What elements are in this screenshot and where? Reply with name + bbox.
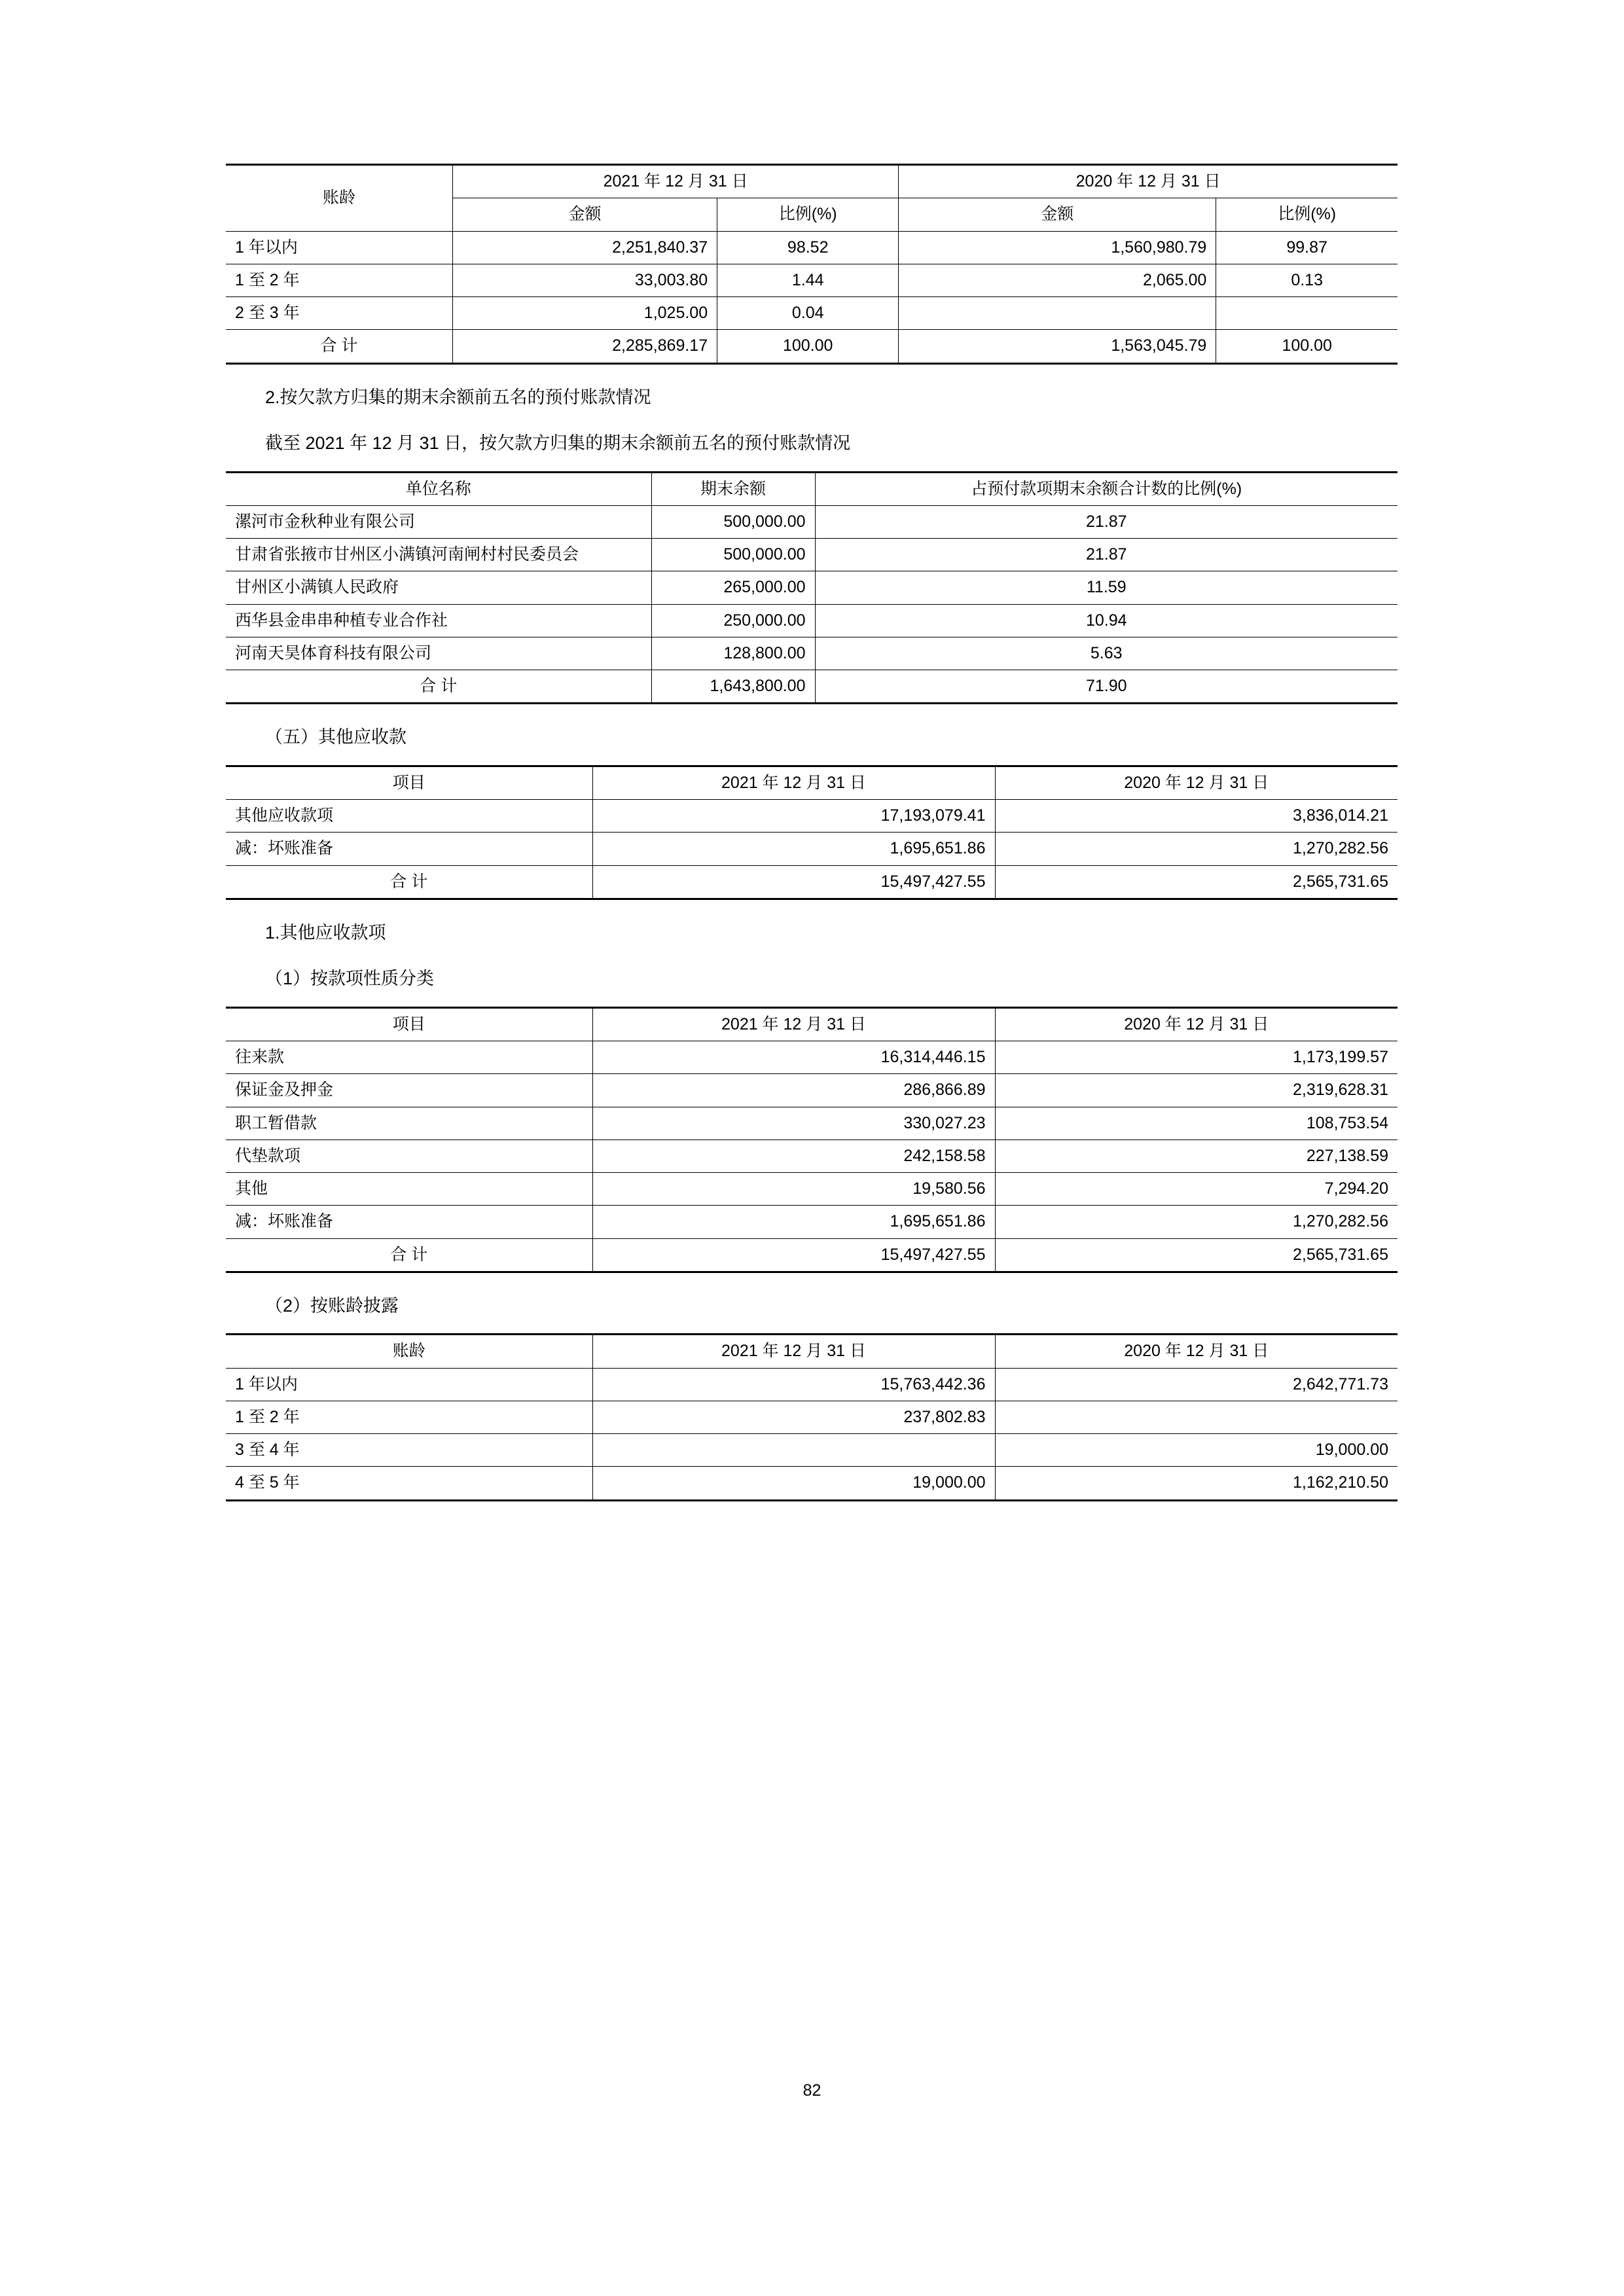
cell-balance: 500,000.00 (651, 539, 815, 571)
cell-value-2020: 1,270,282.56 (995, 1206, 1398, 1238)
table-row (226, 1434, 1398, 1467)
table-total-row (226, 1238, 1398, 1272)
header-ending-balance: 期末余额 (651, 472, 815, 505)
table-top5-prepayment (226, 471, 1398, 705)
total-value-2021: 15,497,427.55 (592, 1238, 995, 1272)
cell-value-2020: 2,319,628.31 (995, 1074, 1398, 1107)
row-label: 2 至 3 年 (226, 297, 452, 330)
cell-ratio-2021: 0.04 (717, 297, 899, 330)
table-row (226, 800, 1398, 833)
total-amount-2021: 2,285,869.17 (452, 330, 717, 363)
cell-value-2020: 7,294.20 (995, 1173, 1398, 1206)
total-value-2021: 15,497,427.55 (592, 865, 995, 899)
cell-value-2020: 227,138.59 (995, 1139, 1398, 1172)
table-row (226, 297, 1398, 330)
cell-value-2021 (592, 1434, 995, 1467)
cell-ratio-2020: 99.87 (1216, 231, 1398, 264)
table-row (226, 1173, 1398, 1206)
heading-top5-prepayment: 2.按欠款方归集的期末余额前五名的预付账款情况 (265, 387, 651, 407)
table-row (226, 1041, 1398, 1074)
cell-ratio: 10.94 (815, 604, 1398, 637)
heading-other-receivable-items: 1.其他应收款项 (265, 922, 386, 942)
total-label: 合 计 (226, 670, 651, 704)
header-date-2021: 2021 年 12 月 31 日 (592, 766, 995, 799)
cell-unit-name: 西华县金串串种植专业合作社 (226, 604, 651, 637)
cell-amount-2021: 33,003.80 (452, 264, 717, 296)
cell-ratio: 5.63 (815, 637, 1398, 670)
cell-value-2020: 3,836,014.21 (995, 800, 1398, 833)
total-label: 合 计 (226, 330, 452, 363)
cell-unit-name: 河南天昊体育科技有限公司 (226, 637, 651, 670)
header-date-2020: 2020 年 12 月 31 日 (995, 766, 1398, 799)
header-date-2021: 2021 年 12 月 31 日 (592, 1007, 995, 1041)
table-by-nature (226, 1007, 1398, 1273)
table-row (226, 231, 1398, 264)
cell-balance: 250,000.00 (651, 604, 815, 637)
cell-value-2021: 237,802.83 (592, 1401, 995, 1433)
cell-amount-2020: 1,560,980.79 (899, 231, 1216, 264)
cell-value-2020: 1,173,199.57 (995, 1041, 1398, 1074)
table-row (226, 264, 1398, 296)
cell-balance: 500,000.00 (651, 505, 815, 538)
header-date-2021: 2021 年 12 月 31 日 (452, 165, 898, 198)
table-row (226, 1139, 1398, 1172)
table-total-row (226, 330, 1398, 363)
heading-by-aging: （2）按账龄披露 (265, 1295, 399, 1316)
header-ratio-2020: 比例(%) (1216, 198, 1398, 231)
cell-ratio: 21.87 (815, 539, 1398, 571)
cell-balance: 265,000.00 (651, 571, 815, 604)
table-row (226, 833, 1398, 865)
cell-amount-2020: 2,065.00 (899, 264, 1216, 296)
row-label: 减：坏账准备 (226, 1206, 592, 1238)
cell-ratio-2021: 1.44 (717, 264, 899, 296)
cell-value-2021: 286,866.89 (592, 1074, 995, 1107)
cell-value-2021: 19,000.00 (592, 1467, 995, 1500)
total-label: 合 计 (226, 865, 592, 899)
cell-value-2021: 330,027.23 (592, 1107, 995, 1139)
cell-ratio: 21.87 (815, 505, 1398, 538)
header-amount-2020: 金额 (899, 198, 1216, 231)
row-label: 代垫款项 (226, 1139, 592, 1172)
table-other-receivables (226, 765, 1398, 900)
cell-balance: 128,800.00 (651, 637, 815, 670)
lead-top5-prepayment: 截至 2021 年 12 月 31 日，按欠款方归集的期末余额前五名的预付账款情况 (265, 433, 851, 453)
total-ratio-2021: 100.00 (717, 330, 899, 363)
table-total-row (226, 670, 1398, 704)
cell-value-2021: 242,158.58 (592, 1139, 995, 1172)
page-number: 82 (803, 2081, 821, 2100)
table-other-receivables-aging (226, 1333, 1398, 1501)
cell-value-2020: 108,753.54 (995, 1107, 1398, 1139)
header-item: 项目 (226, 1007, 592, 1041)
cell-amount-2021: 1,025.00 (452, 297, 717, 330)
table-row (226, 1368, 1398, 1401)
header-amount-2021: 金额 (452, 198, 717, 231)
row-label: 1 至 2 年 (226, 264, 452, 296)
total-value-2020: 2,565,731.65 (995, 1238, 1398, 1272)
cell-value-2020: 19,000.00 (995, 1434, 1398, 1467)
row-label: 3 至 4 年 (226, 1434, 592, 1467)
cell-value-2021: 16,314,446.15 (592, 1041, 995, 1074)
row-label: 保证金及押金 (226, 1074, 592, 1107)
cell-value-2021: 15,763,442.36 (592, 1368, 995, 1401)
header-item: 项目 (226, 766, 592, 799)
header-ratio: 占预付款项期末余额合计数的比例(%) (815, 472, 1398, 505)
cell-value-2021: 1,695,651.86 (592, 833, 995, 865)
cell-value-2021: 1,695,651.86 (592, 1206, 995, 1238)
cell-value-2020: 1,162,210.50 (995, 1467, 1398, 1500)
cell-value-2020: 2,642,771.73 (995, 1368, 1398, 1401)
cell-value-2020 (995, 1401, 1398, 1433)
row-label: 1 年以内 (226, 231, 452, 264)
cell-ratio: 11.59 (815, 571, 1398, 604)
table-total-row (226, 865, 1398, 899)
total-label: 合 计 (226, 1238, 592, 1272)
cell-value-2020: 1,270,282.56 (995, 833, 1398, 865)
total-ratio: 71.90 (815, 670, 1398, 704)
heading-by-nature: （1）按款项性质分类 (265, 969, 435, 989)
table-row (226, 1206, 1398, 1238)
row-label: 职工暂借款 (226, 1107, 592, 1139)
table-row (226, 505, 1398, 538)
cell-unit-name: 甘州区小满镇人民政府 (226, 571, 651, 604)
header-date-2020: 2020 年 12 月 31 日 (995, 1335, 1398, 1368)
header-date-2020: 2020 年 12 月 31 日 (899, 165, 1398, 198)
cell-ratio-2020: 0.13 (1216, 264, 1398, 296)
header-unit-name: 单位名称 (226, 472, 651, 505)
header-aging: 账龄 (226, 165, 452, 232)
table-prepayment-aging (226, 164, 1398, 365)
row-label: 1 年以内 (226, 1368, 592, 1401)
table-row (226, 604, 1398, 637)
row-label: 其他应收款项 (226, 800, 592, 833)
cell-ratio-2020 (1216, 297, 1398, 330)
row-label: 其他 (226, 1173, 592, 1206)
cell-unit-name: 漯河市金秋种业有限公司 (226, 505, 651, 538)
total-balance: 1,643,800.00 (651, 670, 815, 704)
table-row (226, 1107, 1398, 1139)
cell-amount-2020 (899, 297, 1216, 330)
table-row (226, 539, 1398, 571)
total-amount-2020: 1,563,045.79 (899, 330, 1216, 363)
row-label: 减：坏账准备 (226, 833, 592, 865)
header-date-2020: 2020 年 12 月 31 日 (995, 1007, 1398, 1041)
heading-other-receivables: （五）其他应收款 (265, 727, 406, 747)
cell-unit-name: 甘肃省张掖市甘州区小满镇河南闸村村民委员会 (226, 539, 651, 571)
total-ratio-2020: 100.00 (1216, 330, 1398, 363)
header-ratio-2021: 比例(%) (717, 198, 899, 231)
total-value-2020: 2,565,731.65 (995, 865, 1398, 899)
table-row (226, 1074, 1398, 1107)
cell-value-2021: 19,580.56 (592, 1173, 995, 1206)
header-date-2021: 2021 年 12 月 31 日 (592, 1335, 995, 1368)
table-row (226, 637, 1398, 670)
table-row (226, 571, 1398, 604)
row-label: 1 至 2 年 (226, 1401, 592, 1433)
header-aging: 账龄 (226, 1335, 592, 1368)
row-label: 往来款 (226, 1041, 592, 1074)
row-label: 4 至 5 年 (226, 1467, 592, 1500)
table-row (226, 1467, 1398, 1500)
cell-value-2021: 17,193,079.41 (592, 800, 995, 833)
cell-ratio-2021: 98.52 (717, 231, 899, 264)
cell-amount-2021: 2,251,840.37 (452, 231, 717, 264)
table-row (226, 1401, 1398, 1433)
